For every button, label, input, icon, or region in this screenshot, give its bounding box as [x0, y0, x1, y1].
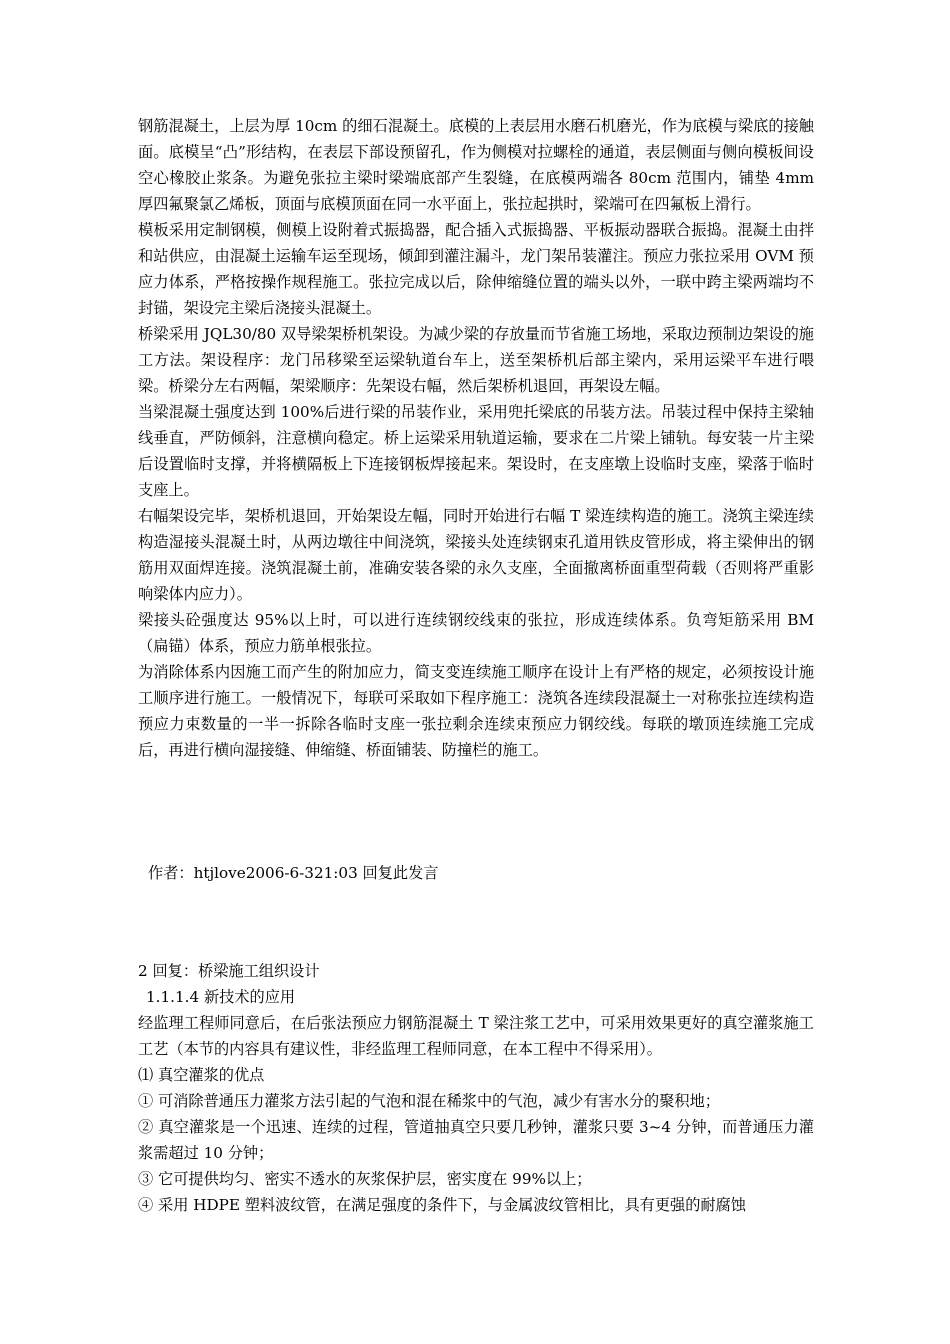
paragraph-continuity: 右幅架设完毕，架桥机退回，开始架设左幅，同时开始进行右幅 T 梁连续构造的施工。浇筑主梁连续构造湿接头混凝土时，从两边墩往中间浇筑，梁接头处连续钢束孔道用铁皮管形成，将主梁伸出的钢筋用双面焊连接。浇筑混凝土前，准确安装各梁的永久支座，全面撤离桥面重型荷载（否则将严重影响梁体内应力）。 [138, 507, 814, 603]
paragraph-sequence: 为消除体系内因施工而产生的附加应力，简支变连续施工顺序在设计上有严格的规定，必须按设计施工顺序进行施工。一般情况下，每联可采取如下程序施工：浇筑各连续段混凝土一对称张拉连续构造预应力束数量的一半一拆除各临时支座一张拉剩余连续束预应力钢绞线。每联的墩顶连续施工完成后，再进行横向湿接缝、伸缩缝、桥面铺装、防撞栏的施工。 [138, 663, 814, 759]
list-item: ② 真空灌浆是一个迅速、连续的过程，管道抽真空只要几秒钟，灌浆只要 3~4 分钟，而普通压力灌浆需超过 10 分钟； [138, 1118, 814, 1162]
list-item: ④ 采用 HDPE 塑料波纹管，在满足强度的条件下，与金属波纹管相比，具有更强的耐腐蚀 [138, 1196, 746, 1214]
section-subheading: 1.1.1.4 新技术的应用 [146, 988, 296, 1006]
list-title: ⑴ 真空灌浆的优点 [138, 1066, 265, 1084]
paragraph-lifting: 当梁混凝土强度达到 100%后进行梁的吊装作业，采用兜托梁底的吊装方法。吊装过程中保持主梁轴线垂直，严防倾斜，注意横向稳定。桥上运梁采用轨道运输，要求在二片梁上铺轨。每安装一片主梁后设置临时支撑，并将横隔板上下连接钢板焊接起来。架设时，在支座墩上设临时支座，梁落于临时支座上。 [138, 403, 814, 499]
intro-paragraph: 经监理工程师同意后，在后张法预应力钢筋混凝土 T 梁注浆工艺中，可采用效果更好的真空灌浆施工工艺（本节的内容具有建议性，非经监理工程师同意，在本工程中不得采用）。 [138, 1014, 814, 1058]
paragraph-erection: 桥梁采用 JQL30/80 双导梁架桥机架设。为减少梁的存放量而节省施工场地，采取边预制边架设的施工方法。架设程序：龙门吊移梁至运梁轨道台车上，送至架桥机后部主梁内，采用运梁平车进行喂梁。桥梁分左右两幅，架梁顺序：先架设右幅，然后架桥机退回，再架设左幅。 [138, 325, 814, 395]
list-item: ③ 它可提供均匀、密实不透水的灰浆保护层，密实度在 99%以上； [138, 1170, 592, 1188]
body-text [138, 113, 814, 763]
list-item: ① 可消除普通压力灌浆方法引起的气泡和混在稀浆中的气泡，减少有害水分的聚积地； [138, 1092, 720, 1110]
author-signature: 作者：htjlove2006-6-321:03 回复此发言 [148, 864, 439, 882]
paragraph-steel-mold: 模板采用定制钢模，侧模上设附着式振捣器，配合插入式振捣器、平板振动器联合振捣。混凝土由拌和站供应，由混凝土运输车运至现场，倾卸到灌注漏斗，龙门架吊装灌注。预应力张拉采用 OVM 预应力体系，严格按操作规程施工。张拉完成以后，除伸缩缝位置的端头以外，一联中跨主梁两端均不封锚，架设完主梁后浇接头混凝土。 [138, 221, 814, 317]
paragraph-tensioning: 梁接头砼强度达 95%以上时，可以进行连续钢绞线束的张拉，形成连续体系。负弯矩筋采用 BM（扁锚）体系，预应力筋单根张拉。 [138, 611, 814, 655]
paragraph-formwork: 钢筋混凝土，上层为厚 10cm 的细石混凝土。底模的上表层用水磨石机磨光，作为底模与梁底的接触面。底模呈“凸”形结构，在表层下部设预留孔，作为侧模对拉螺栓的通道，表层侧面与侧向模板间设空心橡胶止浆条。为避免张拉主梁时梁端底部产生裂缝，在底模两端各 80cm 范围内，铺垫 4mm 厚四氟聚氯乙烯板，顶面与底模顶面在同一水平面上，张拉起拱时，梁端可在四氟板上滑行。 [138, 117, 814, 213]
reply-heading: 2 回复：桥梁施工组织设计 [138, 962, 320, 980]
reply-section [138, 958, 814, 1218]
